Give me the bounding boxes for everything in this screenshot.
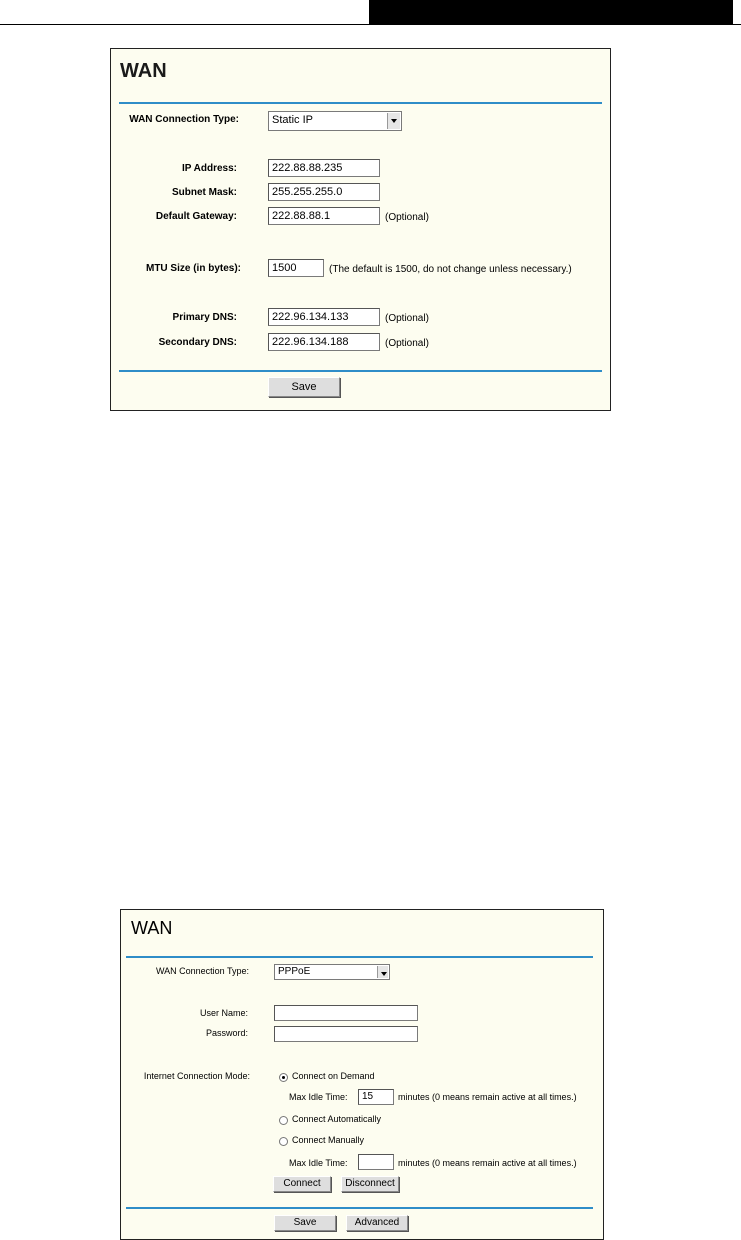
- connection-type-select[interactable]: [268, 111, 402, 131]
- mtu-hint: (The default is 1500, do not change unless necessary.): [329, 264, 572, 275]
- connection-mode-label: Internet Connection Mode:: [143, 1071, 250, 1081]
- manual-label: Connect Manually: [292, 1135, 365, 1145]
- max-idle-label-manual: Max Idle Time:: [289, 1158, 348, 1168]
- secondary-dns-label: Secondary DNS:: [158, 337, 237, 348]
- username-input[interactable]: [274, 1005, 418, 1021]
- chevron-down-icon[interactable]: [377, 966, 388, 978]
- username-label: User Name:: [199, 1008, 248, 1018]
- connection-type-value: PPPoE: [278, 966, 311, 977]
- page-title: WAN: [120, 60, 167, 82]
- connection-type-select[interactable]: [274, 964, 390, 980]
- max-idle-input-manual[interactable]: [358, 1154, 394, 1170]
- on-demand-radio[interactable]: [279, 1073, 288, 1082]
- max-idle-hint: minutes (0 means remain active at all times.): [398, 1092, 577, 1102]
- secondary-dns-optional-hint: (Optional): [385, 338, 429, 349]
- max-idle-hint-manual: minutes (0 means remain active at all times.): [398, 1158, 577, 1168]
- automatic-radio[interactable]: [279, 1116, 288, 1125]
- subnet-mask-label: Subnet Mask:: [171, 187, 237, 198]
- advanced-button[interactable]: Advanced: [346, 1215, 408, 1231]
- page-title: WAN: [131, 918, 173, 938]
- default-gateway-input[interactable]: 222.88.88.1: [268, 207, 380, 225]
- subnet-mask-input[interactable]: 255.255.255.0: [268, 183, 380, 201]
- chevron-down-icon[interactable]: [387, 113, 400, 129]
- bottom-divider: [126, 1207, 593, 1209]
- password-input[interactable]: [274, 1026, 418, 1042]
- on-demand-label: Connect on Demand: [292, 1071, 375, 1081]
- secondary-dns-input[interactable]: 222.96.134.188: [268, 333, 380, 351]
- bottom-divider: [119, 370, 602, 372]
- mtu-size-input[interactable]: 1500: [268, 259, 324, 277]
- connection-type-label: WAN Connection Type:: [155, 966, 249, 976]
- default-gateway-label: Default Gateway:: [155, 211, 237, 222]
- primary-dns-input[interactable]: 222.96.134.133: [268, 308, 380, 326]
- connection-type-label: WAN Connection Type:: [129, 114, 239, 125]
- ip-address-label: IP Address:: [181, 163, 237, 174]
- top-divider: [126, 956, 593, 958]
- save-button[interactable]: Save: [274, 1215, 336, 1231]
- header-bar: [369, 0, 733, 24]
- max-idle-input[interactable]: 15: [358, 1089, 394, 1105]
- automatic-label: Connect Automatically: [292, 1114, 382, 1124]
- password-label: Password:: [205, 1028, 248, 1038]
- gateway-optional-hint: (Optional): [385, 212, 429, 223]
- disconnect-button[interactable]: Disconnect: [341, 1176, 399, 1192]
- header-rule: [0, 24, 741, 25]
- pppoe-panel: [120, 909, 604, 1240]
- max-idle-label: Max Idle Time:: [289, 1092, 348, 1102]
- manual-radio[interactable]: [279, 1137, 288, 1146]
- save-button[interactable]: Save: [268, 377, 340, 397]
- primary-dns-label: Primary DNS:: [172, 312, 237, 323]
- top-divider: [119, 102, 602, 104]
- static-ip-panel: [110, 48, 611, 411]
- mtu-size-label: MTU Size (in bytes):: [145, 263, 241, 274]
- ip-address-input[interactable]: 222.88.88.235: [268, 159, 380, 177]
- connect-button[interactable]: Connect: [273, 1176, 331, 1192]
- primary-dns-optional-hint: (Optional): [385, 313, 429, 324]
- connection-type-value: Static IP: [272, 114, 313, 126]
